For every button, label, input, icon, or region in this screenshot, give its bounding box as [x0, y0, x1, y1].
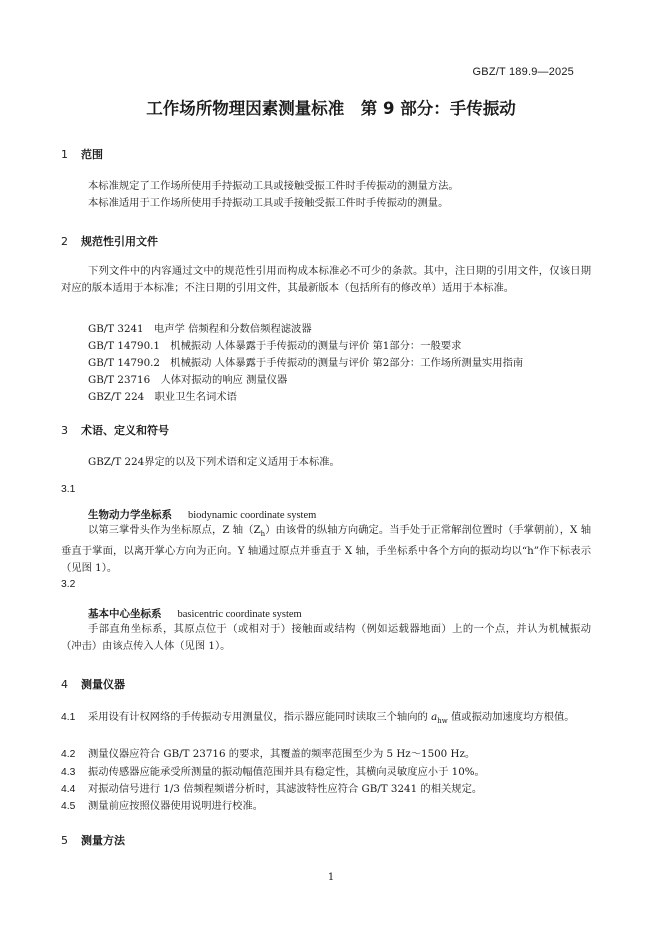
reference-item: GB/T 14790.1 机械振动 人体暴露于手传振动的测量与评价 第1部分：一般要求 [88, 340, 462, 352]
reference-item: GB/T 14790.2 机械振动 人体暴露于手传振动的测量与评价 第2部分：工作场所测量实用指南 [88, 357, 524, 369]
clause-3-2-number: 3.2 [61, 579, 76, 590]
section-2-heading: 2 规范性引用文件 [61, 235, 158, 248]
section-1-para-2: 本标准适用于工作场所使用手持振动工具或手接触受振工件时手传振动的测量。 [88, 197, 449, 209]
reference-item: GB/T 3241 电声学 倍频程和分数倍频程滤波器 [88, 323, 312, 335]
a-hw-symbol: a [431, 711, 438, 723]
term-3-1: 生物动力学坐标系 biodynamic coordinate system [88, 509, 317, 521]
page-number: 1 [327, 872, 335, 883]
reference-item: GBZ/T 224 职业卫生名词术语 [88, 391, 237, 403]
clause-4-5: 4.5 测量前应按照仪器使用说明进行校准。 [61, 800, 264, 812]
section-3-heading: 3 术语、定义和符号 [61, 424, 169, 437]
standard-number: GBZ/T 189.9—2025 [472, 66, 574, 78]
reference-item: GB/T 23716 人体对振动的响应 测量仪器 [88, 374, 288, 386]
section-3-intro: GBZ/T 224界定的以及下列术语和定义适用于本标准。 [88, 456, 340, 468]
clause-4-2: 4.2 测量仪器应符合 GB/T 23716 的要求，其覆盖的频率范围至少为 5 Hz～1500 Hz。 [61, 748, 476, 760]
section-1-heading: 1 范围 [61, 148, 103, 161]
clause-4-3: 4.3 振动传感器应能承受所测量的振动幅值范围并具有稳定性，其横向灵敏度应小于 10%。 [61, 766, 485, 778]
section-4-heading: 4 测量仪器 [61, 678, 125, 691]
document-title: 工作场所物理因素测量标准 第 9 部分：手传振动 [146, 99, 516, 118]
term-3-2: 基本中心坐标系 basicentric coordinate system [88, 608, 302, 620]
term-3-1-definition: 以第三掌骨头作为坐标原点，Z 轴$(Z_h)$由该骨的纵轴方向确定。当手处于正常解剖位置时（手掌朝前），X 轴垂直于掌面，以离开掌心方向为正向。Y 轴通过原点并垂直于 X 轴，手坐标系中各个方向的振动均以“h”作下标表示（见图 1）。 [61, 524, 591, 575]
section-5-heading: 5 测量方法 [61, 834, 125, 847]
term-3-2-definition: 手部直角坐标系，其原点位于（或相对于）接触面或结构（例如运载器地面）上的一个点，并认为机械振动（冲击）由该点传入人体（见图 1）。 [61, 623, 591, 652]
section-2-intro: 下列文件中的内容通过文中的规范性引用而构成本标准必不可少的条款。其中，注日期的引用文件，仅该日期对应的版本适用于本标准；不注日期的引用文件，其最新版本（包括所有的修改单）适用于本标准。 [61, 265, 591, 294]
section-1-para-1: 本标准规定了工作场所使用手持振动工具或接触受振工件时手传振动的测量方法。 [88, 180, 459, 192]
clause-4-4: 4.4 对振动信号进行 1/3 倍频程频谱分析时，其滤波特性应符合 GB/T 3241 的相关规定。 [61, 783, 483, 795]
clause-3-1-number: 3.1 [61, 484, 76, 495]
clause-4-1: 4.1 采用设有计权网络的手传振动专用测量仪，指示器应能同时读取三个轴向的 $a_{hw}$ 值或振动加速度均方根值。 [61, 711, 575, 726]
